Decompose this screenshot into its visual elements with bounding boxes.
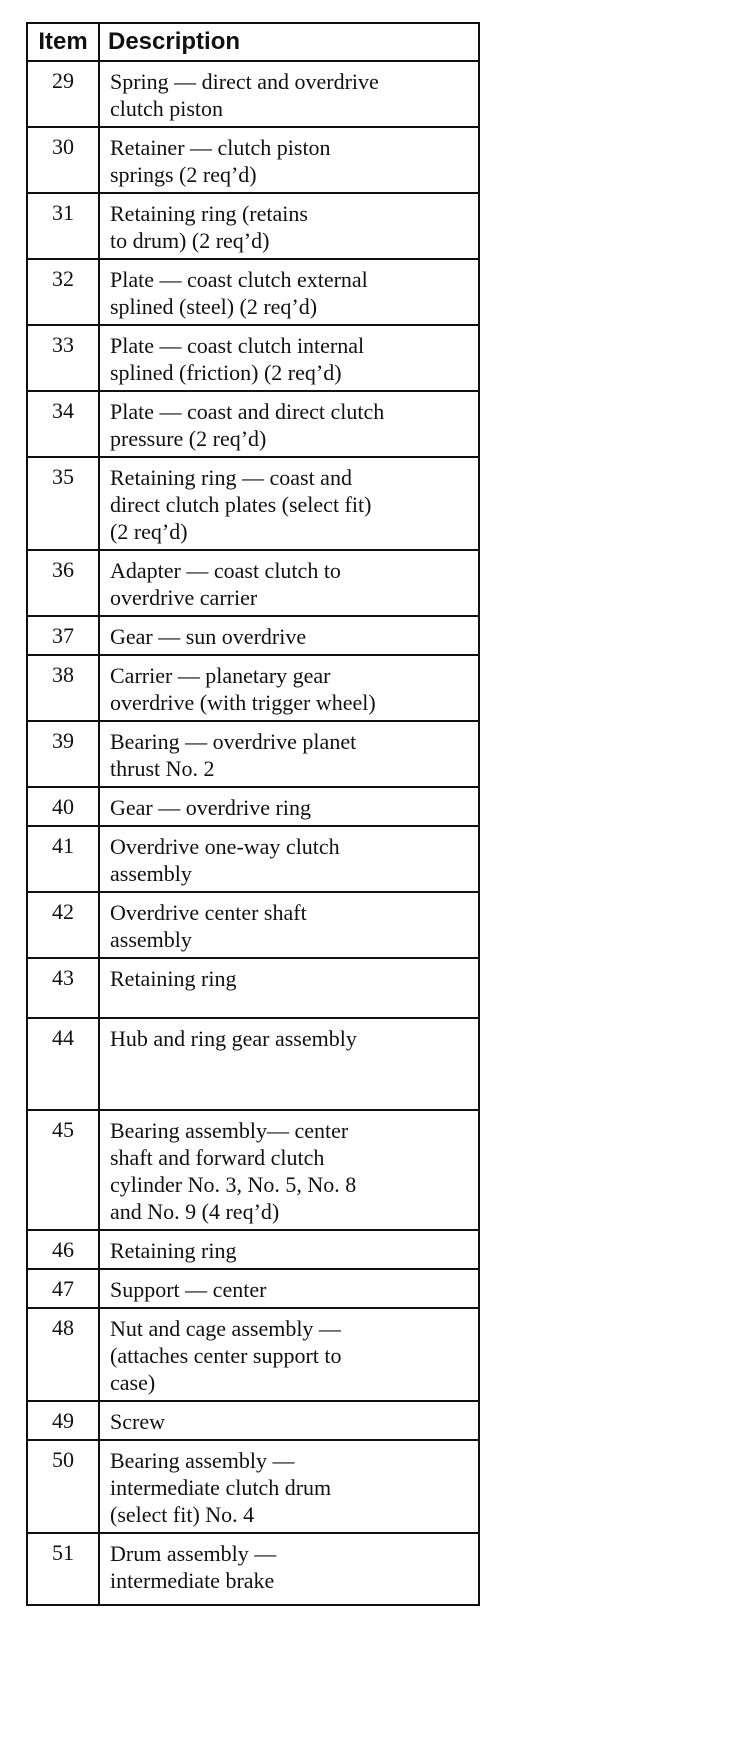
item-number: 42 — [27, 892, 99, 958]
table-row — [27, 616, 479, 655]
table-row — [27, 259, 479, 325]
item-description: Plate — coast clutch internal splined (friction) (2 req’d) — [99, 325, 479, 391]
table-row — [27, 193, 479, 259]
item-number: 45 — [27, 1110, 99, 1230]
item-description: Bearing assembly— center shaft and forward clutch cylinder No. 3, No. 5, No. 8 and No. 9 (4 req’d) — [99, 1110, 479, 1230]
item-description: Plate — coast and direct clutch pressure (2 req’d) — [99, 391, 479, 457]
table-row — [27, 826, 479, 892]
item-number: 50 — [27, 1440, 99, 1533]
table-row — [27, 325, 479, 391]
table-row — [27, 1269, 479, 1308]
item-description: Gear — sun overdrive — [99, 616, 479, 655]
item-description: Support — center — [99, 1269, 479, 1308]
header-row — [27, 23, 479, 61]
item-number: 49 — [27, 1401, 99, 1440]
table-row — [27, 457, 479, 550]
table-row — [27, 61, 479, 127]
item-number: 51 — [27, 1533, 99, 1605]
item-number: 39 — [27, 721, 99, 787]
header-description: Description — [99, 23, 479, 61]
table-row — [27, 892, 479, 958]
item-number: 31 — [27, 193, 99, 259]
header-item: Item — [27, 23, 99, 61]
item-description: Plate — coast clutch external splined (steel) (2 req’d) — [99, 259, 479, 325]
item-number: 44 — [27, 1018, 99, 1110]
table-row — [27, 127, 479, 193]
item-description: Nut and cage assembly — (attaches center support to case) — [99, 1308, 479, 1401]
table-row — [27, 1018, 479, 1110]
table-row — [27, 1533, 479, 1605]
table-row — [27, 1308, 479, 1401]
item-number: 46 — [27, 1230, 99, 1269]
table-row — [27, 721, 479, 787]
item-description: Bearing assembly — intermediate clutch drum (select fit) No. 4 — [99, 1440, 479, 1533]
item-description: Bearing — overdrive planet thrust No. 2 — [99, 721, 479, 787]
table-row — [27, 1440, 479, 1533]
table-row — [27, 1401, 479, 1440]
parts-table — [26, 22, 480, 1606]
item-number: 32 — [27, 259, 99, 325]
item-number: 35 — [27, 457, 99, 550]
item-description: Retaining ring — coast and direct clutch plates (select fit) (2 req’d) — [99, 457, 479, 550]
table-row — [27, 1110, 479, 1230]
item-description: Overdrive center shaft assembly — [99, 892, 479, 958]
item-description: Hub and ring gear assembly — [99, 1018, 479, 1110]
item-number: 47 — [27, 1269, 99, 1308]
item-description: Spring — direct and overdrive clutch piston — [99, 61, 479, 127]
table-header — [27, 23, 479, 61]
item-number: 29 — [27, 61, 99, 127]
table-row — [27, 391, 479, 457]
table-row — [27, 958, 479, 1018]
item-description: Retaining ring — [99, 1230, 479, 1269]
table-row — [27, 655, 479, 721]
item-description: Overdrive one-way clutch assembly — [99, 826, 479, 892]
item-number: 43 — [27, 958, 99, 1018]
table-row — [27, 787, 479, 826]
item-number: 40 — [27, 787, 99, 826]
item-number: 41 — [27, 826, 99, 892]
item-number: 48 — [27, 1308, 99, 1401]
item-description: Adapter — coast clutch to overdrive carrier — [99, 550, 479, 616]
item-description: Retaining ring (retains to drum) (2 req’d) — [99, 193, 479, 259]
item-number: 37 — [27, 616, 99, 655]
item-number: 34 — [27, 391, 99, 457]
item-number: 36 — [27, 550, 99, 616]
item-number: 38 — [27, 655, 99, 721]
item-description: Retainer — clutch piston springs (2 req’d) — [99, 127, 479, 193]
item-number: 33 — [27, 325, 99, 391]
table-row — [27, 1230, 479, 1269]
table-row — [27, 550, 479, 616]
item-description: Gear — overdrive ring — [99, 787, 479, 826]
item-number: 30 — [27, 127, 99, 193]
table-body — [27, 61, 479, 1605]
item-description: Drum assembly — intermediate brake — [99, 1533, 479, 1605]
item-description: Screw — [99, 1401, 479, 1440]
item-description: Carrier — planetary gear overdrive (with trigger wheel) — [99, 655, 479, 721]
item-description: Retaining ring — [99, 958, 479, 1018]
